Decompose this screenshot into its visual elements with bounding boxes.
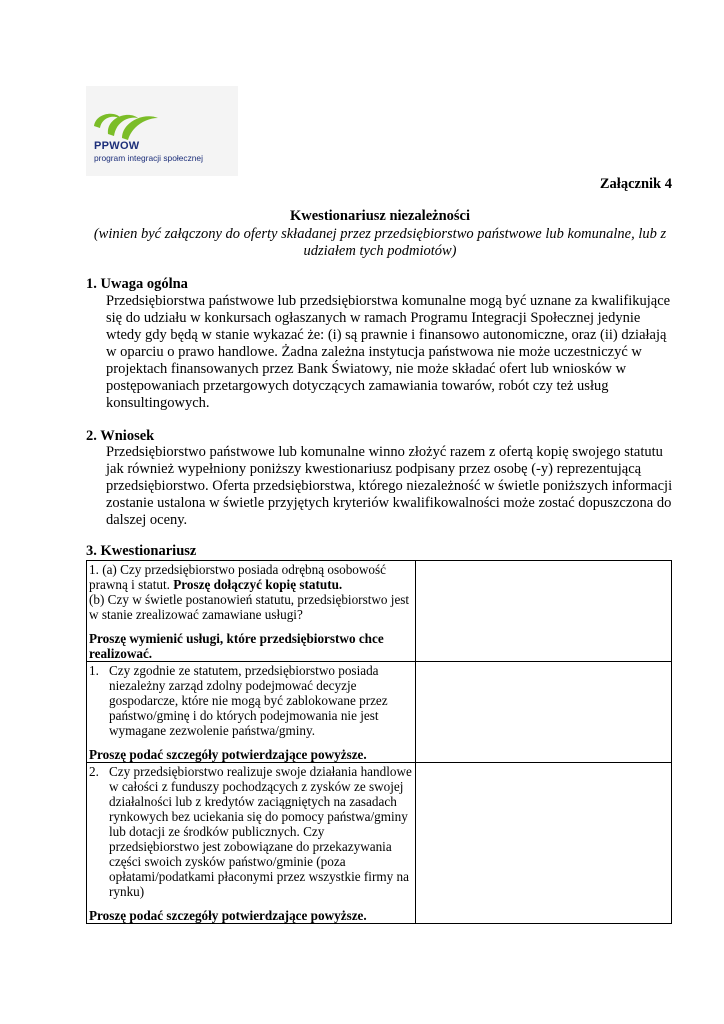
answer-cell[interactable] (416, 561, 672, 662)
question-1-instruction: Proszę wymienić usługi, które przedsiębiorstwo chce realizować. (89, 631, 384, 661)
answer-cell[interactable] (416, 763, 672, 924)
table-row (87, 662, 672, 763)
table-row (87, 763, 672, 924)
question-cell (87, 662, 416, 763)
question-instruction: Proszę podać szczegóły potwierdzające powyższe. (89, 747, 367, 762)
logo-tagline: program integracji społecznej (94, 153, 203, 163)
question-1a-instruction: Proszę dołączyć kopię statutu. (173, 577, 343, 592)
subtitle-line-2: udziałem tych podmiotów) (303, 243, 457, 259)
logo (86, 86, 238, 176)
logo-name: PPWOW (94, 140, 140, 152)
question-1a-text: 1. (a) Czy przedsiębiorstwo posiada odrębną osobowość prawną i statut. (89, 562, 387, 592)
attachment-label: Załącznik 4 (599, 176, 672, 192)
questionnaire-table (86, 560, 672, 924)
question-text (89, 663, 413, 738)
section-3-heading: 3. Kwestionariusz (86, 543, 197, 559)
question-number: 2. (89, 764, 99, 779)
question-text (89, 764, 413, 899)
document-subtitle (86, 226, 674, 260)
section-1-heading: 1. Uwaga ogólna (86, 276, 188, 292)
table-row (87, 561, 672, 662)
question-1b-text: (b) Czy w świetle postanowień statutu, przedsiębiorstwo jest w stanie zrealizować zamawiane usługi? (89, 592, 410, 622)
section-2-heading: 2. Wniosek (86, 428, 155, 444)
section-2-body: Przedsiębiorstwo państwowe lub komunalne winno złożyć razem z ofertą kopię swojego statutu jak również wypełniony poniższy kwestionariusz podpisany przez osobę (-y) reprezentującą przedsiębiorstwo. Oferta przedsiębiorstwa, którego niezależność w świetle poniższych informacji zostanie ustalona w świetle przyjętych kryteriów kwalifikowalności może zostać dopuszczona do dalszej oceny. (106, 444, 673, 528)
document-title: Kwestionariusz niezależności (289, 208, 471, 224)
section-1-body: Przedsiębiorstwa państwowe lub przedsiębiorstwa komunalne mogą być uznane za kwalifikujące się do udziału w konkursach ogłaszanych w ramach Programu Integracji Społecznej jedynie wtedy gdy będą w stanie wykazać że: (i) są prawnie i finansowo autonomiczne, oraz (ii) działają w oparciu o prawo handlowe. Żadna zależna instytucja państwowa nie może uczestniczyć w projektach finansowanych przez Bank Światowy, nie może składać ofert lub wniosków w postępowaniach przetargowych dotyczących zamawiania towarów, robót czy też usług konsultingowych. (106, 293, 671, 411)
question-text (89, 562, 413, 592)
question-instruction: Proszę podać szczegóły potwierdzające powyższe. (89, 908, 367, 923)
logo-leaves-icon (88, 106, 168, 142)
question-cell (87, 561, 416, 662)
question-number: 1. (89, 663, 99, 678)
question-body: Czy zgodnie ze statutem, przedsiębiorstwo posiada niezależny zarząd zdolny podejmować decyzje gospodarcze, które nie mogą być zablokowane przez państwo/gminę i do których podejmowania nie jest wymagane zezwolenie państwa/gminy. (109, 663, 388, 738)
question-cell (87, 763, 416, 924)
subtitle-line-1: (winien być załączony do oferty składanej przez przedsiębiorstwo państwowe lub komunalne, lub z (93, 226, 667, 242)
question-body: Czy przedsiębiorstwo realizuje swoje działania handlowe w całości z funduszy pochodzących z zysków ze swojej działalności lub z kredytów zaciągniętych na zasadach rynkowych bez uciekania się do pomocy państwa/gminy lub dotacji ze środków publicznych. Czy przedsiębiorstwo jest zobowiązane do przekazywania części swoich zysków państwo/gminie (poza opłatami/podatkami płaconymi przez wszystkie firmy na rynku) (109, 764, 412, 899)
answer-cell[interactable] (416, 662, 672, 763)
